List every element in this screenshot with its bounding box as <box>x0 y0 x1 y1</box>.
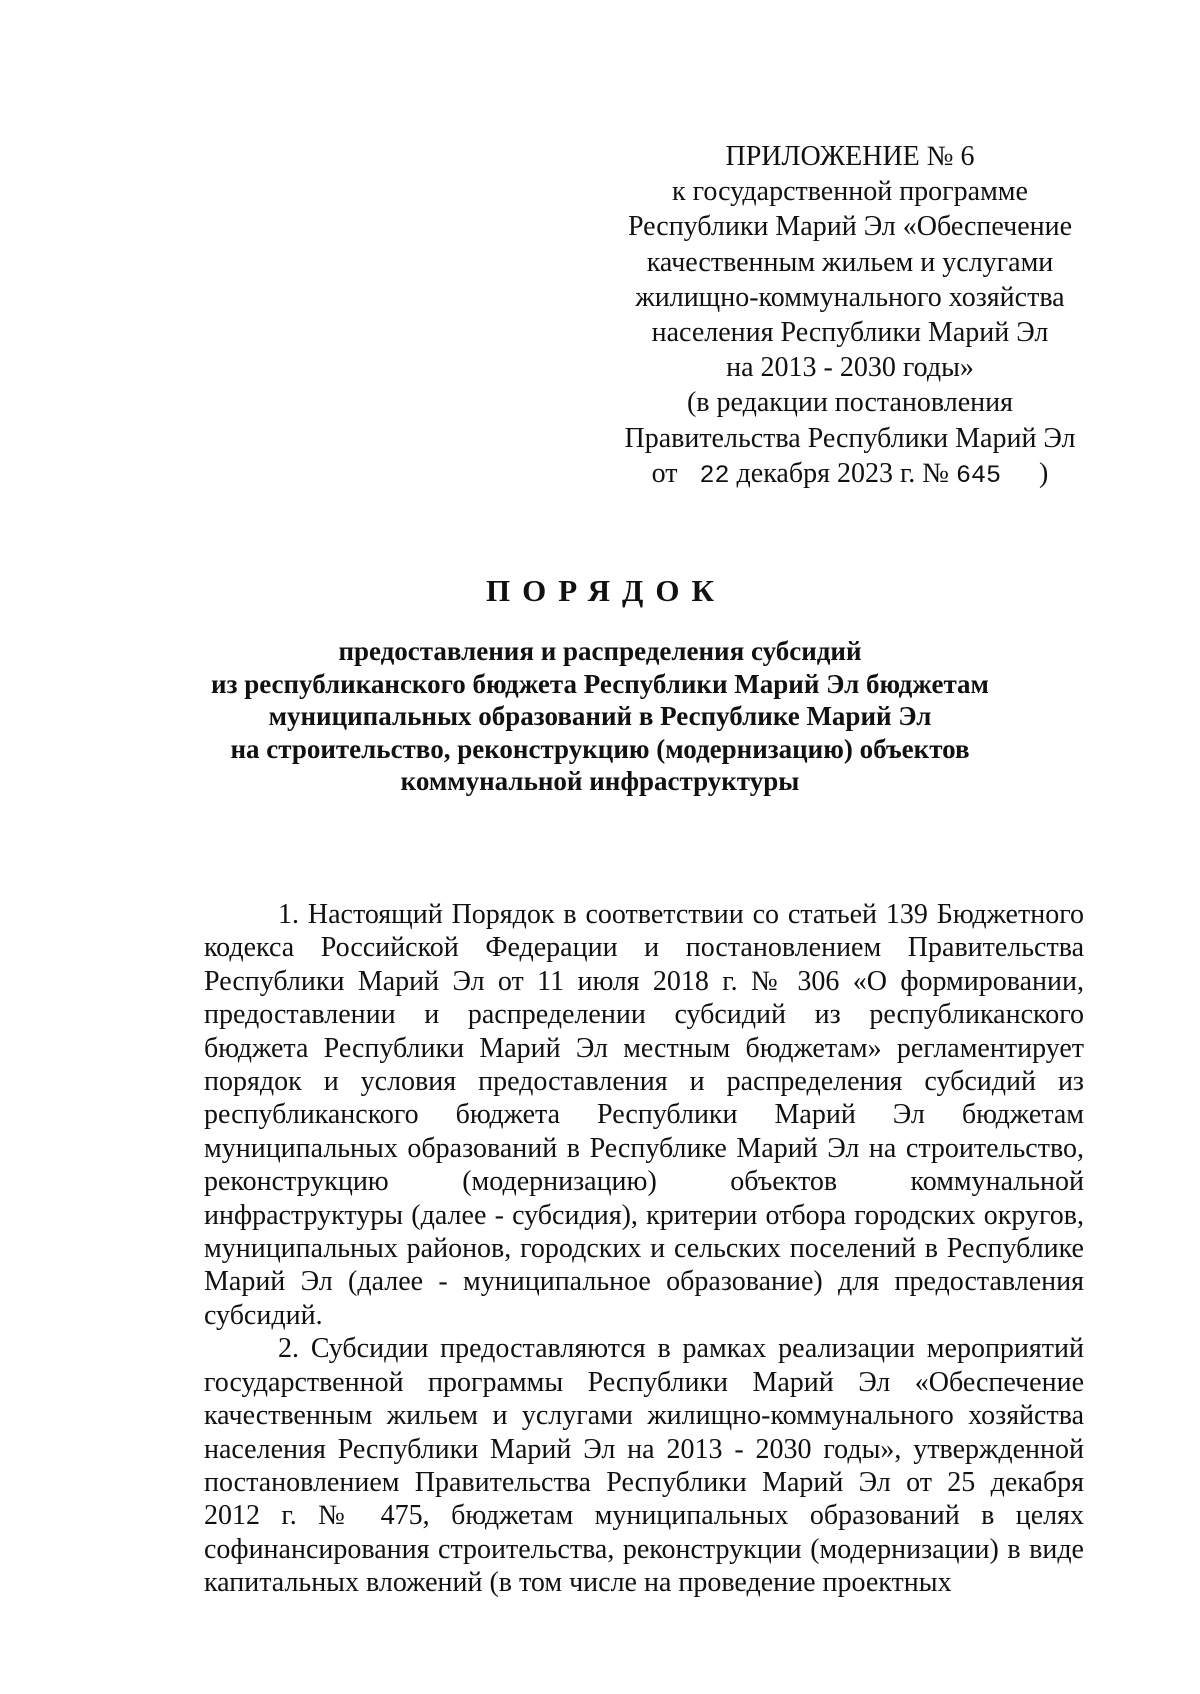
appendix-line: Республики Марий Эл «Обеспечение <box>627 211 1073 243</box>
date-suffix: ) <box>1039 457 1049 489</box>
appendix-line: на 2013 - 2030 годы» <box>726 352 974 384</box>
appendix-line: населения Республики Марий Эл <box>651 317 1049 349</box>
date-day: 22 <box>699 460 730 490</box>
appendix-date-line <box>620 456 1080 493</box>
paragraph-1: 1. Настоящий Порядок в соответствии со статьей 139 Бюджетного кодекса Российской Федерации и постановлением Правительства Республики Марий Эл от 11 июля 2018 г. № 306 «О формировании, предоставлении и распределении субсидий из республиканского бюджета Республики Марий Эл местным бюджетам» регламентирует порядок и условия предоставления и распределения субсидий из республиканского бюджета Республики Марий Эл бюджетам муниципальных образований в Республике Марий Эл на строительство, реконструкцию (модернизацию) объектов коммунальной инфраструктуры (далее - субсидия), критерии отбора городских округов, муниципальных районов, городских и сельских поселений в Республике Марий Эл (далее - муниципальное образование) для предоставления субсидий. <box>204 899 1084 1331</box>
appendix-line: Правительства Республики Марий Эл <box>624 422 1076 454</box>
date-text: декабря 2023 г. № <box>736 457 949 489</box>
appendix-line: (в редакции постановления <box>686 387 1014 419</box>
appendix-line: к государственной программе <box>672 176 1028 208</box>
subtitle-line: на строительство, реконструкцию (модернизацию) объектов <box>230 733 970 764</box>
subtitle-line: предоставления и распределения субсидий <box>338 636 862 666</box>
appendix-line: жилищно-коммунального хозяйства <box>635 281 1065 313</box>
decree-number: 645 <box>956 460 1002 490</box>
paragraph-2: 2. Субсидии предоставляются в рамках реализации мероприятий государственной программы Республики Марий Эл «Обеспечение качественным жильем и услугами жилищно-коммунального хозяйства населения Республики Марий Эл на 2013 - 2030 годы», утвержденной постановлением Правительства Республики Марий Эл от 25 декабря 2012 г. № 475, бюджетам муниципальных образований в целях софинансирования строительства, реконструкции (модернизации) в виде капитальных вложений (в том числе на проведение проектных <box>204 1333 1084 1599</box>
appendix-line: качественным жильем и услугами <box>646 246 1054 278</box>
subtitle-line: из республиканского бюджета Республики Марий Эл бюджетам <box>211 668 989 699</box>
appendix-block <box>620 139 1080 493</box>
document-heading: ПОРЯДОК <box>486 573 726 608</box>
subtitle-line: коммунальной инфраструктуры <box>400 766 800 797</box>
appendix-title: ПРИЛОЖЕНИЕ № 6 <box>725 141 975 172</box>
document-subtitle <box>200 635 1000 798</box>
date-prefix: от <box>651 457 678 489</box>
subtitle-line: муниципальных образований в Республике Марий Эл <box>268 701 932 732</box>
document-body <box>204 898 1084 1600</box>
